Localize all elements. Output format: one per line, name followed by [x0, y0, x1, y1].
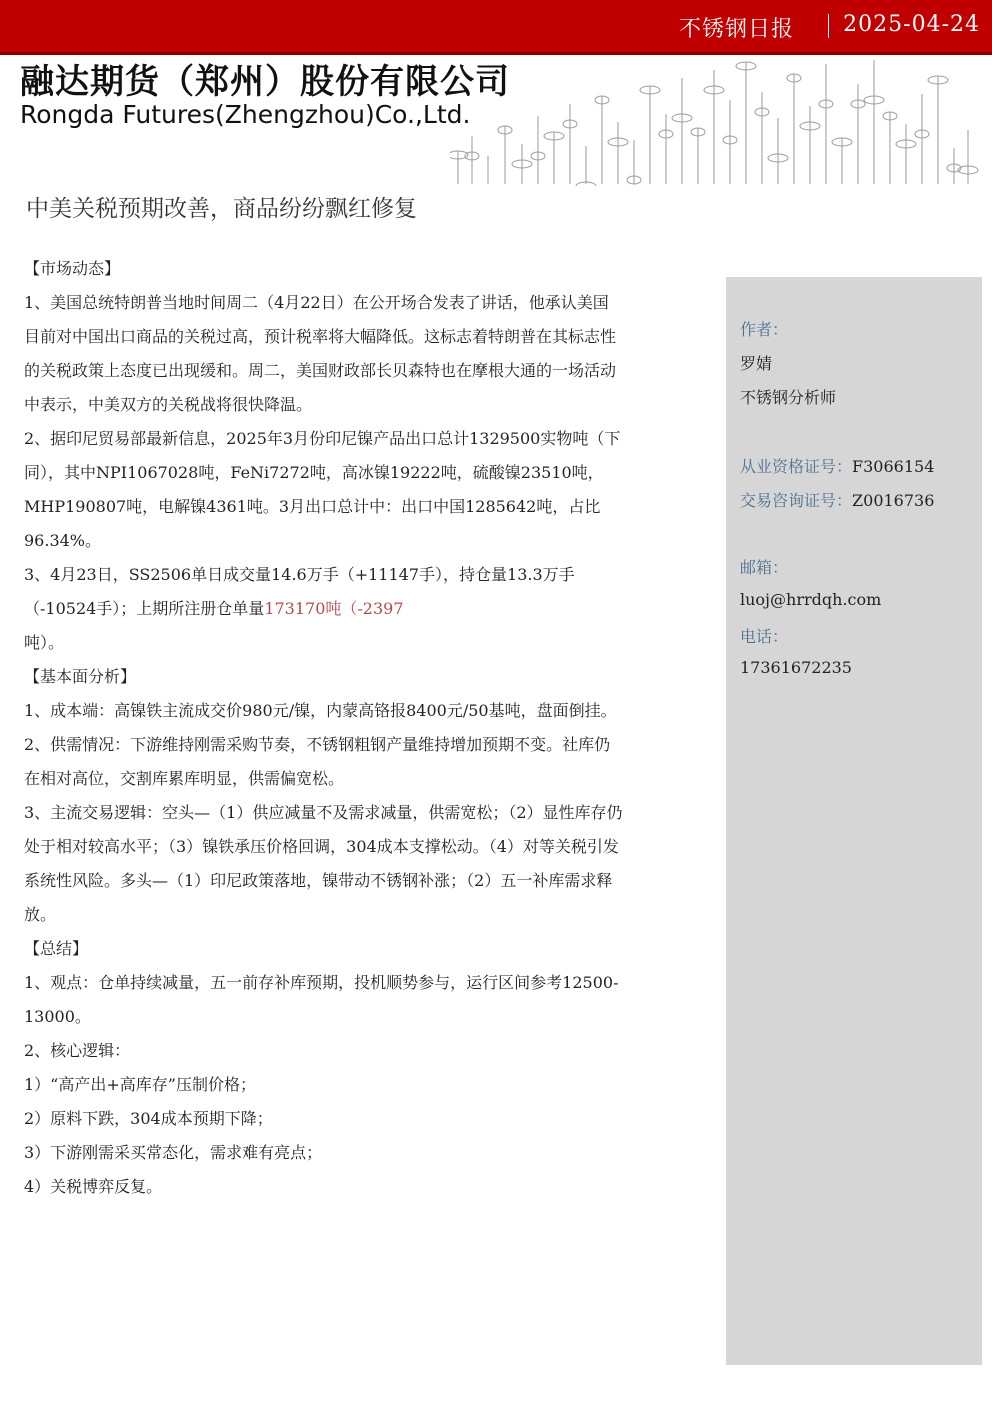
warehouse-receipt-highlight: 173170吨（-2397 — [264, 599, 404, 618]
summary-paragraph-1: 1、观点：仓单持续减量，五一前存补库预期，投机顺势参与，运行区间参考12500-13000。 — [24, 973, 619, 1026]
phone-value: 17361672235 — [740, 658, 852, 677]
report-header-bar — [0, 0, 992, 52]
market-paragraph-1: 1、美国总统特朗普当地时间周二（4月22日）在公开场合发表了讲话，他承认美国目前对中国出口商品的关税过高，预计税率将大幅降低。这标志着特朗普在其标志性的关税政策上态度已出现缓和。周二，美国财政部长贝森特也在摩根大通的一场活动中表示，中美双方的关税战将很快降温。 — [24, 293, 617, 414]
section-title-summary: 【总结】 — [24, 939, 89, 958]
market-paragraph-3-text: 3、4月23日，SS2506单日成交量14.6万手（+11147手），持仓量13.3万手（-10524手）；上期所注册仓单量 — [24, 565, 575, 618]
consult-label: 交易咨询证号： — [740, 491, 853, 510]
summary-list-item: 1）“高产出+高库存”压制价格； — [24, 1075, 256, 1094]
section-title-fundamentals: 【基本面分析】 — [24, 667, 137, 686]
author-label: 作者： — [740, 320, 789, 339]
fundamentals-paragraph-3: 3、主流交易逻辑：空头—（1）供应减量不及需求减量，供需宽松；（2）显性库存仍处于相对较高水平；（3）镍铁承压价格回调，304成本支撑松动。（4）对等关税引发系统性风险。多头—（1）印尼政策落地，镍带动不锈钢补涨；（2）五一补库需求释放。 — [24, 803, 623, 924]
market-paragraph-3-tail: 吨）。 — [24, 633, 65, 652]
fundamentals-paragraph-2: 2、供需情况：下游维持刚需采购节奏，不锈钢粗钢产量维持增加预期不变。社库仍在相对高位，交割库累库明显，供需偏宽松。 — [24, 735, 611, 788]
report-name: 不锈钢日报 — [678, 17, 794, 42]
license-value: F3066154 — [852, 457, 935, 476]
email-label: 邮箱： — [740, 558, 789, 577]
author-title: 不锈钢分析师 — [740, 388, 837, 407]
report-body — [24, 252, 624, 1204]
license-label: 从业资格证号： — [740, 457, 853, 476]
fundamentals-paragraph-1: 1、成本端：高镍铁主流成交价980元/镍，内蒙高铬报8400元/50基吨，盘面倒挂。 — [24, 701, 617, 720]
email-value: luoj@hrrdqh.com — [740, 590, 882, 609]
market-paragraph-3 — [24, 558, 624, 660]
summary-list-item: 4）关税博弈反复。 — [24, 1177, 163, 1196]
section-title-market: 【市场动态】 — [24, 259, 121, 278]
decorative-pendulum-graphic — [450, 56, 980, 186]
summary-paragraph-2: 2、核心逻辑： — [24, 1041, 131, 1060]
author-sidebar — [726, 277, 982, 1365]
author-name: 罗婧 — [740, 354, 773, 373]
report-date: 2025-04-24 — [843, 12, 980, 37]
header-divider — [828, 14, 829, 38]
company-name-cn: 融达期货（郑州）股份有限公司 — [20, 62, 510, 102]
consult-value: Z0016736 — [852, 491, 935, 510]
company-name-en: Rongda Futures(Zhengzhou)Co.,Ltd. — [20, 100, 471, 129]
phone-label: 电话： — [740, 627, 789, 646]
summary-list-item: 3）下游刚需采买常态化，需求难有亮点； — [24, 1143, 323, 1162]
market-paragraph-2: 2、据印尼贸易部最新信息，2025年3月份印尼镍产品出口总计1329500实物吨（下同），其中NPI1067028吨，FeNi7272吨，高冰镍19222吨，硫酸镍23510吨，MHP190807吨，电解镍4361吨。3月出口总计中：出口中国1285642吨，占比96.34%。 — [24, 429, 621, 550]
consult-number-row — [740, 488, 934, 511]
report-headline: 中美关税预期改善，商品纷纷飘红修复 — [26, 196, 417, 222]
license-number-row — [740, 454, 934, 477]
summary-list-item: 2）原料下跌，304成本预期下降； — [24, 1109, 273, 1128]
